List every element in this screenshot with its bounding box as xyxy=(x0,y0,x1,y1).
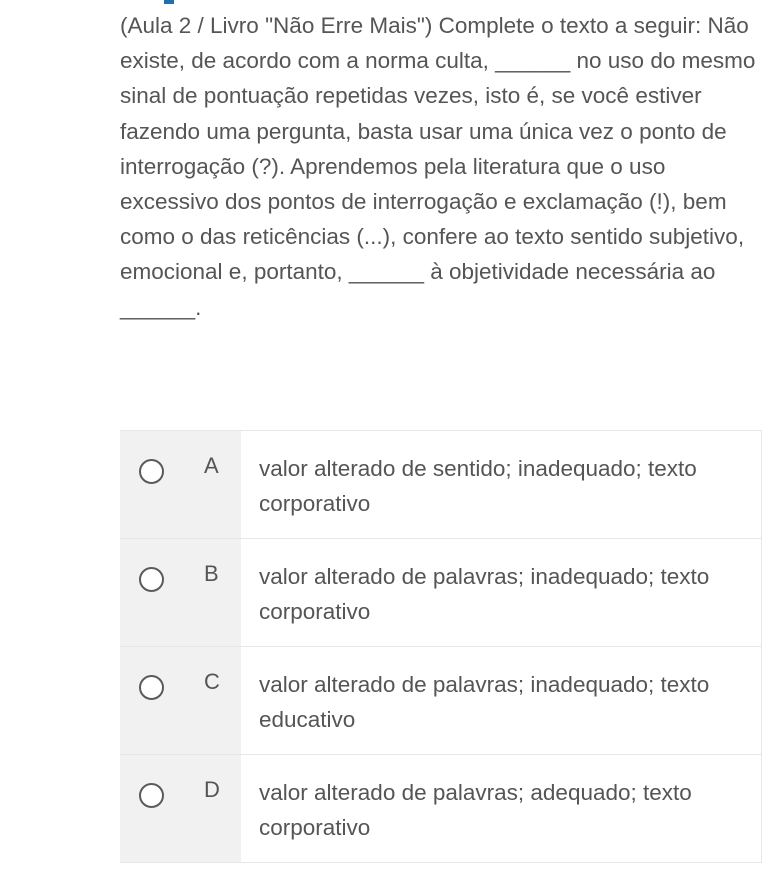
option-text-d: valor alterado de palavras; adequado; texto corporativo xyxy=(241,755,762,862)
option-letter-b: B xyxy=(204,561,219,586)
radio-button-c[interactable] xyxy=(139,675,164,700)
radio-button-b[interactable] xyxy=(139,567,164,592)
option-text-b: valor alterado de palavras; inadequado; texto corporativo xyxy=(241,539,762,646)
question-number-accent xyxy=(164,0,174,4)
option-text-c: valor alterado de palavras; inadequado; texto educativo xyxy=(241,647,762,754)
radio-button-a[interactable] xyxy=(139,459,164,484)
question-text: (Aula 2 / Livro "Não Erre Mais") Complete o texto a seguir: Não existe, de acordo com a norma culta, ______ no uso do mesmo sinal de pontuação repetidas vezes, isto é, se você estiver fazendo uma pergunta, basta usar uma única vez o ponto de interrogação (?). Aprendemos pela literatura que o uso excessivo dos pontos de interrogação e exclamação (!), bem como o das reticências (...), confere ao texto sentido subjetivo, emocional e, portanto, ______ à objetividade necessária ao ______. xyxy=(120,13,756,320)
option-b[interactable] xyxy=(120,539,762,647)
answer-options xyxy=(120,430,762,863)
option-a-selector xyxy=(120,431,241,538)
option-d[interactable] xyxy=(120,755,762,863)
option-d-selector xyxy=(120,755,241,862)
question-statement xyxy=(120,8,770,325)
option-letter-a: A xyxy=(204,453,219,478)
option-a[interactable] xyxy=(120,431,762,539)
option-c[interactable] xyxy=(120,647,762,755)
option-letter-d: D xyxy=(204,777,220,802)
option-c-selector xyxy=(120,647,241,754)
option-text-a: valor alterado de sentido; inadequado; texto corporativo xyxy=(241,431,762,538)
option-b-selector xyxy=(120,539,241,646)
radio-button-d[interactable] xyxy=(139,783,164,808)
option-letter-c: C xyxy=(204,669,220,694)
